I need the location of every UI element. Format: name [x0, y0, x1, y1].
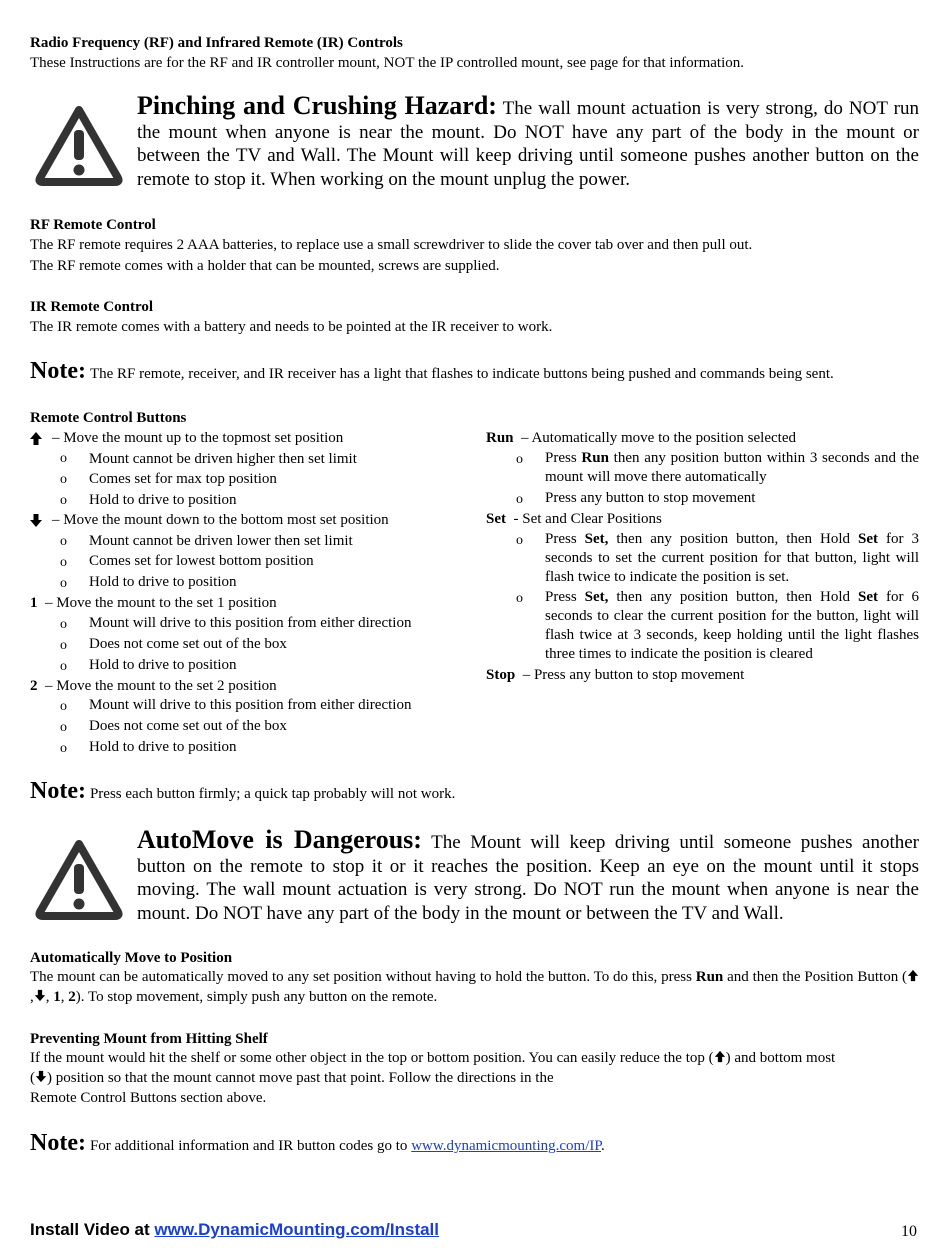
- set-item-2-post: for 6 seconds to clear the current position for the button, light will flash twice at 3 seconds, keep holding until the light flashes three times to indicate the position is cleared: [545, 589, 919, 662]
- set-item-1-post: for 3 seconds to set the current position for that button, light will flash twice to indicate the position is set.: [545, 531, 919, 585]
- auto-move-key-2: 2: [68, 988, 76, 1005]
- set-desc: - Set and Clear Positions: [513, 511, 662, 527]
- ir-remote-heading: IR Remote Control: [30, 299, 154, 315]
- buttons-heading: Remote Control Buttons: [30, 410, 187, 426]
- one-item-3: Hold to drive to position: [89, 657, 237, 673]
- arrow-up-icon: [29, 431, 43, 446]
- bullet-icon: o: [60, 493, 67, 508]
- stop-key: Stop: [486, 667, 516, 683]
- note-label: Note:: [30, 1130, 86, 1156]
- two-item-3: Hold to drive to position: [89, 739, 237, 755]
- run-item-1-post: then any position button within 3 seconds and the mount will move there automatically: [545, 450, 919, 485]
- bullet-icon: o: [60, 699, 67, 714]
- warning-pinching-title: Pinching and Crushing Hazard:: [137, 91, 497, 120]
- set-item-2-bold2: Set: [858, 589, 879, 605]
- auto-move-key-1: 1: [53, 988, 61, 1005]
- run-item-2: Press any button to stop movement: [545, 490, 756, 506]
- arrow-down-icon: [34, 989, 46, 1002]
- bullet-icon: o: [516, 591, 523, 606]
- button-1-row: [30, 593, 277, 613]
- note-label: Note:: [30, 778, 86, 804]
- down-desc: – Move the mount down to the bottom most set position: [52, 512, 389, 528]
- auto-move-mid: and then the Position Button (: [723, 969, 908, 985]
- arrow-down-icon: [29, 513, 43, 528]
- note-text: Press each button firmly; a quick tap probably will not work.: [89, 786, 456, 802]
- bullet-icon: o: [60, 638, 67, 653]
- set-item-1-pre: Press: [545, 531, 585, 547]
- note-press-firmly: [30, 778, 455, 805]
- run-row: [486, 428, 796, 448]
- button-2-key: 2: [30, 678, 38, 694]
- section-intro: These Instructions are for the RF and IR controller mount, NOT the IP controlled mount, see page for that information.: [30, 55, 744, 71]
- warning-pinching-body: The wall mount actuation is very strong, do NOT run the mount when anyone is near the mount. Do NOT have any part of the body in the mount or between the TV and Wall. The Mount will keep driving until someone pushes another button on the remote to stop it. When working on the mount unplug the power.: [137, 98, 919, 190]
- up-item-2: Comes set for max top position: [89, 471, 277, 487]
- install-video-link[interactable]: www.DynamicMounting.com/Install: [154, 1220, 440, 1239]
- up-desc: – Move the mount up to the topmost set position: [52, 430, 344, 446]
- run-desc: – Automatically move to the position selected: [521, 430, 796, 446]
- bullet-icon: o: [60, 617, 67, 632]
- arrow-down-icon: [35, 1070, 47, 1083]
- arrow-up-icon: [714, 1050, 726, 1063]
- bullet-icon: o: [516, 533, 523, 548]
- bullet-icon: o: [60, 659, 67, 674]
- down-item-3: Hold to drive to position: [89, 574, 237, 590]
- bullet-icon: o: [60, 534, 67, 549]
- set-item-2-bold: Set,: [584, 589, 609, 605]
- bullet-icon: o: [60, 576, 67, 591]
- bullet-icon: o: [60, 451, 67, 466]
- note-text-pre: For additional information and IR button codes go to: [89, 1138, 412, 1154]
- set-item-2-mid: then any position button, then Hold: [608, 589, 859, 605]
- arrow-up-icon: [907, 969, 919, 982]
- set-item-2-pre: Press: [545, 589, 585, 605]
- auto-move-post: ). To stop movement, simply push any button on the remote.: [75, 988, 438, 1005]
- up-item-3: Hold to drive to position: [89, 492, 237, 508]
- note-lights: [30, 358, 834, 385]
- button-2-row: [30, 676, 277, 696]
- shelf-pre: If the mount would hit the shelf or some other object in the top or bottom position. You can easily reduce the top (: [30, 1050, 714, 1066]
- bullet-icon: o: [516, 452, 523, 467]
- two-item-1: Mount will drive to this position from either direction: [89, 697, 412, 713]
- down-item-2: Comes set for lowest bottom position: [89, 553, 314, 569]
- shelf-line-2: ( ) position so that the mount cannot move past that point. Follow the directions in the: [30, 1070, 554, 1086]
- set-row: [486, 509, 662, 529]
- set-key: Set: [486, 511, 506, 527]
- up-item-1: Mount cannot be driven higher then set limit: [89, 451, 357, 467]
- auto-move-heading: Automatically Move to Position: [30, 950, 233, 966]
- set-item-1-bold2: Set: [858, 531, 879, 547]
- button-2-desc: – Move the mount to the set 2 position: [45, 678, 277, 694]
- page-number: 10: [901, 1223, 917, 1240]
- warning-automove: [137, 825, 919, 925]
- shelf-heading: Preventing Mount from Hitting Shelf: [30, 1031, 268, 1047]
- ip-info-link[interactable]: www.dynamicmounting.com/IP: [411, 1138, 602, 1154]
- run-item-1-pre: Press: [545, 450, 582, 466]
- ir-remote-line-1: The IR remote comes with a battery and needs to be pointed at the IR receiver to work.: [30, 319, 553, 335]
- warning-automove-title: AutoMove is Dangerous:: [137, 825, 422, 854]
- footer-install-video: [30, 1220, 439, 1240]
- warning-automove-body: The Mount will keep driving until someone pushes another button on the remote to stop it or it reaches the position. Keep an eye on the mount until it stops moving. The wall mount actuation is very strong. Do NOT run the mount when anyone is near the mount. Do NOT have any part of the body in the mount or between the TV and Wall.: [137, 832, 919, 924]
- bullet-icon: o: [60, 720, 67, 735]
- down-item-1: Mount cannot be driven lower then set limit: [89, 533, 353, 549]
- shelf-mid: ) and bottom most: [725, 1050, 836, 1066]
- note-text: The RF remote, receiver, and IR receiver has a light that flashes to indicate buttons being pushed and commands being sent.: [89, 366, 834, 382]
- bullet-icon: o: [60, 472, 67, 487]
- rf-remote-line-1: The RF remote requires 2 AAA batteries, to replace use a small screwdriver to slide the cover tab over and then pull out.: [30, 237, 753, 253]
- one-item-2: Does not come set out of the box: [89, 636, 287, 652]
- warning-triangle-icon: [34, 104, 124, 186]
- rf-remote-line-2: The RF remote comes with a holder that can be mounted, screws are supplied.: [30, 258, 500, 274]
- auto-move-text: The mount can be automatically moved to any set position without having to hold the button. To do this, press Run and then the Position Button (, , 1, 2). To stop movement, simply push any button on the remote.: [30, 968, 919, 1007]
- shelf-line-1: [30, 1048, 919, 1068]
- run-item-1-bold: Run: [581, 450, 609, 466]
- set-item-1-bold: Set,: [584, 531, 609, 547]
- auto-move-pre: The mount can be automatically moved to any set position without having to hold the button. To do this, press: [30, 969, 696, 985]
- shelf-text: [30, 1048, 919, 1108]
- rf-remote-heading: RF Remote Control: [30, 217, 156, 233]
- note-additional-info: [30, 1130, 605, 1157]
- bullet-icon: o: [60, 741, 67, 756]
- shelf-mid2: ) position so that the mount cannot move past that point. Follow the directions in the: [47, 1070, 554, 1086]
- note-text-post: .: [601, 1138, 605, 1154]
- set-item-1: [545, 530, 919, 587]
- set-item-2: [545, 588, 919, 664]
- section-heading-rf-ir: Radio Frequency (RF) and Infrared Remote (IR) Controls: [30, 35, 403, 51]
- one-item-1: Mount will drive to this position from either direction: [89, 615, 412, 631]
- run-key: Run: [486, 430, 514, 446]
- button-1-key: 1: [30, 595, 38, 611]
- warning-triangle-icon: [34, 838, 124, 920]
- shelf-line-3: Remote Control Buttons section above.: [30, 1090, 267, 1106]
- button-1-desc: – Move the mount to the set 1 position: [45, 595, 277, 611]
- set-item-1-mid: then any position button, then Hold: [608, 531, 859, 547]
- bullet-icon: o: [60, 555, 67, 570]
- two-item-2: Does not come set out of the box: [89, 718, 287, 734]
- bullet-icon: o: [516, 492, 523, 507]
- warning-pinching: [137, 91, 919, 191]
- note-label: Note:: [30, 358, 86, 384]
- stop-row: [486, 665, 744, 685]
- footer-label: Install Video at: [30, 1220, 155, 1239]
- run-item-1: [545, 449, 919, 487]
- auto-move-run: Run: [695, 969, 724, 985]
- stop-desc: – Press any button to stop movement: [522, 667, 745, 683]
